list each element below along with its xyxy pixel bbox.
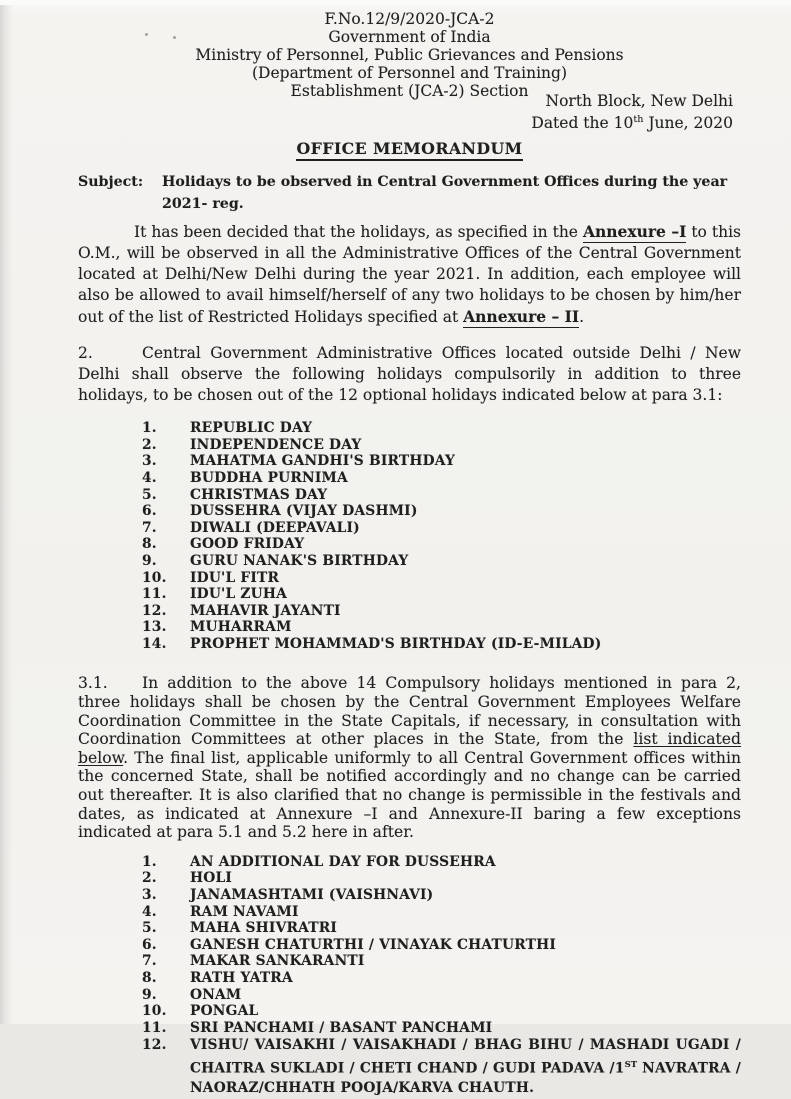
list-item-label: MUHARRAM [190, 619, 292, 636]
list-item-number: 4. [142, 469, 157, 486]
underlined-phrase: list indicated below [78, 730, 741, 767]
annexure-2-reference: Annexure – II [463, 307, 580, 327]
optional-holiday-item [142, 887, 741, 904]
optional-holidays-list [142, 854, 741, 1099]
list-item-label: SRI PANCHAMI / BASANT PANCHAMI [190, 1019, 493, 1036]
list-item-label: HOLI [190, 870, 233, 887]
org-line: Government of India [328, 28, 491, 46]
list-item-label: ONAM [190, 986, 242, 1003]
list-item-label: IDU'L FITR [190, 569, 280, 586]
list-item-label: GOOD FRIDAY [190, 536, 305, 553]
list-item-label: INDEPENDENCE DAY [190, 436, 362, 453]
compulsory-holiday-item [142, 420, 741, 437]
compulsory-holiday-item [142, 470, 741, 487]
letterhead [78, 10, 741, 100]
paragraph-2: 2. Central Government Administrative Offices located outside Delhi / New Delhi shall observe the following holidays compulsorily in addition to three holidays, to be chosen out of the 12 optional holidays indicated below at para 3.1: [78, 344, 741, 405]
list-item-label: AN ADDITIONAL DAY FOR DUSSEHRA [190, 853, 496, 870]
list-item-number: 11. [142, 586, 167, 603]
list-item-label: DIWALI (DEEPAVALI) [190, 519, 360, 536]
list-item-number: 7. [142, 519, 157, 536]
list-item-number: 1. [142, 853, 157, 870]
list-item-label: RATH YATRA [190, 969, 293, 986]
file-number: F.No.12/9/2020-JCA-2 [324, 10, 495, 28]
org-line: (Department of Personnel and Training) [252, 64, 567, 82]
list-item-number: 12. [142, 1037, 167, 1054]
memo-title: OFFICE MEMORANDUM [78, 139, 741, 158]
list-item-number: 13. [142, 619, 167, 636]
list-item-number: 1. [142, 420, 157, 437]
date-ordinal-superscript: th [633, 113, 644, 125]
annexure-1-reference: Annexure –I [582, 222, 687, 242]
list-item-number: 10. [142, 1003, 167, 1020]
list-item-label: DUSSEHRA (VIJAY DASHMI) [190, 503, 418, 520]
list-item-label: RAM NAVAMI [190, 903, 299, 920]
compulsory-holiday-item [142, 586, 741, 603]
list-item-number: 9. [142, 986, 157, 1003]
compulsory-holiday-item [142, 503, 741, 520]
list-item-number: 8. [142, 536, 157, 553]
optional-holiday-item-12 [142, 1036, 741, 1098]
date-line: Dated the 10th June, 2020 [531, 113, 733, 132]
place-line: North Block, New Delhi [545, 92, 733, 110]
optional-holiday-item [142, 1020, 741, 1037]
list-item-label: MAKAR SANKARANTI [190, 953, 365, 970]
compulsory-holiday-item [142, 536, 741, 553]
optional-holiday-item [142, 953, 741, 970]
list-item-number: 3. [142, 887, 157, 903]
optional-holiday-item [142, 854, 741, 871]
list-item-label: GURU NANAK'S BIRTHDAY [190, 552, 409, 569]
list-item-label: REPUBLIC DAY [190, 420, 313, 437]
org-line: Establishment (JCA-2) Section [290, 82, 529, 100]
list-item-number: 14. [142, 635, 167, 652]
optional-holiday-item [142, 970, 741, 987]
compulsory-holiday-item [142, 570, 741, 587]
list-item-number: 5. [142, 486, 157, 503]
list-item-number: 11. [142, 1019, 167, 1036]
compulsory-holiday-item [142, 520, 741, 537]
optional-holiday-item [142, 987, 741, 1004]
paragraph-number: 3.1. [78, 674, 108, 693]
compulsory-holidays-list [142, 420, 741, 652]
compulsory-holiday-item [142, 437, 741, 454]
compulsory-holiday-item [142, 603, 741, 620]
list-item-number: 2. [142, 870, 157, 887]
org-line: Ministry of Personnel, Public Grievances and Pensions [195, 46, 624, 64]
list-item-label: MAHAVIR JAYANTI [190, 602, 341, 619]
list-item-label: MAHA SHIVRATRI [190, 920, 338, 937]
list-item-label: GANESH CHATURTHI / VINAYAK CHATURTHI [190, 936, 557, 953]
list-item-label: PONGAL [190, 1003, 259, 1020]
list-item-number: 2. [142, 436, 157, 453]
paragraph-1: It has been decided that the holidays, as specified in the Annexure –I to this O.M., will be observed in all the Administrative Offices of the Central Government located at Delhi/New Delhi during the year 2021. In addition, each employee will also be allowed to avail himself/herself of any two holidays to be chosen by him/her out of the list of Restricted Holidays specified at Annexure – II. [78, 222, 741, 327]
subject-label: Subject: [78, 174, 144, 191]
list-item-number: 6. [142, 503, 157, 520]
compulsory-holiday-item [142, 619, 741, 636]
list-item-number: 6. [142, 936, 157, 953]
list-item-number: 5. [142, 920, 157, 937]
list-item-number: 12. [142, 602, 167, 619]
optional-holiday-item [142, 937, 741, 954]
list-item-number: 7. [142, 953, 157, 970]
optional-holiday-item [142, 904, 741, 921]
ordinal-superscript: ST [624, 1059, 638, 1070]
subject-line-1: Holidays to be observed in Central Government Offices during the year [162, 174, 728, 191]
list-item-number: 3. [142, 453, 157, 470]
compulsory-holiday-item [142, 636, 741, 653]
subject-block [78, 171, 741, 215]
paragraph-number: 2. [78, 344, 93, 363]
list-item-label: IDU'L ZUHA [190, 586, 288, 603]
compulsory-holiday-item [142, 487, 741, 504]
list-item-label: JANAMASHTAMI (VAISHNAVI) [190, 887, 434, 903]
optional-holiday-item [142, 1003, 741, 1020]
list-item-label: MAHATMA GANDHI'S BIRTHDAY [190, 453, 456, 470]
subject-text [162, 171, 727, 215]
list-item-number: 4. [142, 903, 157, 920]
list-item-label: CHRISTMAS DAY [190, 486, 328, 503]
list-item-label: BUDDHA PURNIMA [190, 469, 348, 486]
list-item-number: 8. [142, 969, 157, 986]
list-item-label: VISHU/ VAISAKHI / VAISAKHADI / BHAG BIHU / MASHADI UGADI / CHAITRA SUKLADI / CHETI CHAND / GUDI PADAVA /1ST NAVRATRA / NAORAZ/CHHATH POOJA/KARVA CHAUTH. [190, 1037, 741, 1097]
optional-holiday-item [142, 870, 741, 887]
paragraph-3-1: 3.1. In addition to the above 14 Compulsory holidays mentioned in para 2, three holidays shall be chosen by the Central Government Employees Welfare Coordination Committee in the State Capitals, if necessary, in consultation with Coordination Committees at other places in the State, from the list indicated below. The final list, applicable uniformly to all Central Government offices within the concerned State, shall be notified accordingly and no change can be carried out thereafter. It is also clarified that no change is permissible in the festivals and dates, as indicated at Annexure –I and Annexure-II baring a few exceptions indicated at para 5.1 and 5.2 here in after. [78, 674, 741, 842]
compulsory-holiday-item [142, 553, 741, 570]
list-item-label: PROPHET MOHAMMAD'S BIRTHDAY (ID-E-MILAD) [190, 635, 602, 652]
optional-holiday-item [142, 920, 741, 937]
compulsory-holiday-item [142, 453, 741, 470]
subject-line-2: 2021- reg. [162, 196, 244, 213]
list-item-number: 9. [142, 552, 157, 569]
list-item-number: 10. [142, 569, 167, 586]
